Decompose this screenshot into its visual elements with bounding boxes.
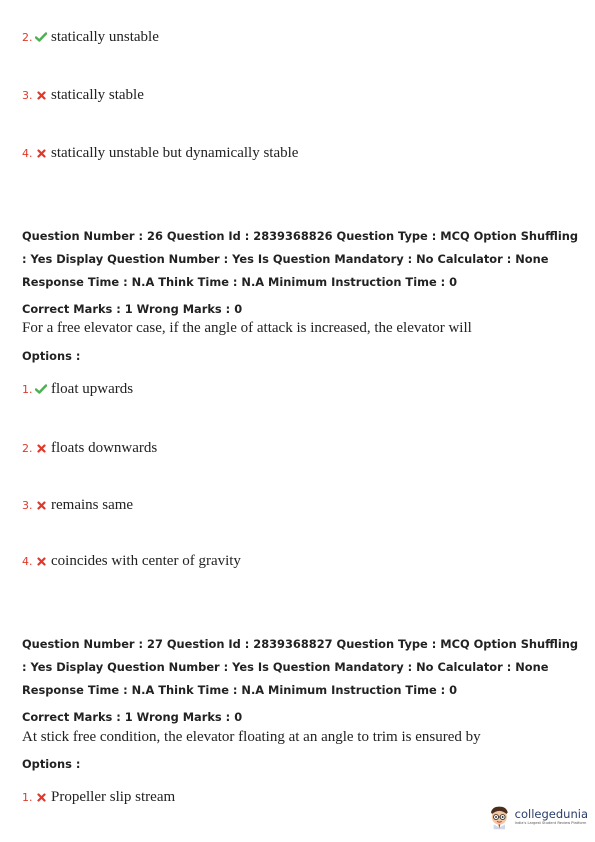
option-text: float upwards (51, 380, 134, 397)
question-meta: Question Number : 26 Question Id : 2839368826 Question Type : MCQ Option Shuffling : Yes Display Question Number : Yes Is Question Mandatory : No Calculator : None Response Time : N.A Think Time : N.A Minimum Instruction Time : 0 (22, 229, 578, 289)
check-icon (34, 30, 48, 44)
option-item (22, 494, 133, 516)
collegedunia-logo (488, 802, 588, 832)
option-text: coincides with center of gravity (51, 552, 241, 569)
cross-icon (34, 88, 48, 102)
cross-icon (34, 498, 48, 512)
question-marks: Correct Marks : 1 Wrong Marks : 0 (22, 302, 243, 316)
option-text: statically stable (51, 86, 144, 103)
option-number: 3. (22, 498, 33, 512)
option-number: 4. (22, 554, 33, 568)
mascot-icon (488, 804, 511, 830)
option-item (22, 26, 159, 48)
question-text: For a free elevator case, if the angle of attack is increased, the elevator will (22, 320, 472, 336)
options-label: Options : (22, 349, 81, 363)
option-item (22, 142, 298, 164)
option-text: floats downwards (51, 439, 158, 456)
cross-icon (34, 790, 48, 804)
option-number: 1. (22, 790, 33, 804)
option-item (22, 786, 175, 808)
option-text: Propeller slip stream (51, 788, 176, 805)
option-item (22, 437, 157, 459)
option-text: remains same (51, 496, 134, 513)
question-marks: Correct Marks : 1 Wrong Marks : 0 (22, 710, 243, 724)
option-number: 1. (22, 382, 33, 396)
option-text: statically unstable (51, 28, 159, 45)
logo-tagline: India's Largest Student Review Platform (514, 821, 587, 825)
question-text: At stick free condition, the elevator floating at an angle to trim is ensured by (22, 729, 481, 745)
option-number: 2. (22, 441, 33, 455)
option-item (22, 550, 241, 572)
option-text: statically unstable but dynamically stable (51, 144, 299, 161)
check-icon (34, 382, 48, 396)
option-item (22, 378, 133, 400)
cross-icon (34, 441, 48, 455)
option-number: 3. (22, 88, 33, 102)
option-number: 2. (22, 30, 33, 44)
cross-icon (34, 146, 48, 160)
options-label: Options : (22, 757, 81, 771)
question-meta: Question Number : 27 Question Id : 2839368827 Question Type : MCQ Option Shuffling : Yes Display Question Number : Yes Is Question Mandatory : No Calculator : None Response Time : N.A Think Time : N.A Minimum Instruction Time : 0 (22, 637, 578, 697)
cross-icon (34, 554, 48, 568)
option-number: 4. (22, 146, 33, 160)
logo-name: collegedunia (514, 807, 588, 821)
option-item (22, 84, 144, 106)
